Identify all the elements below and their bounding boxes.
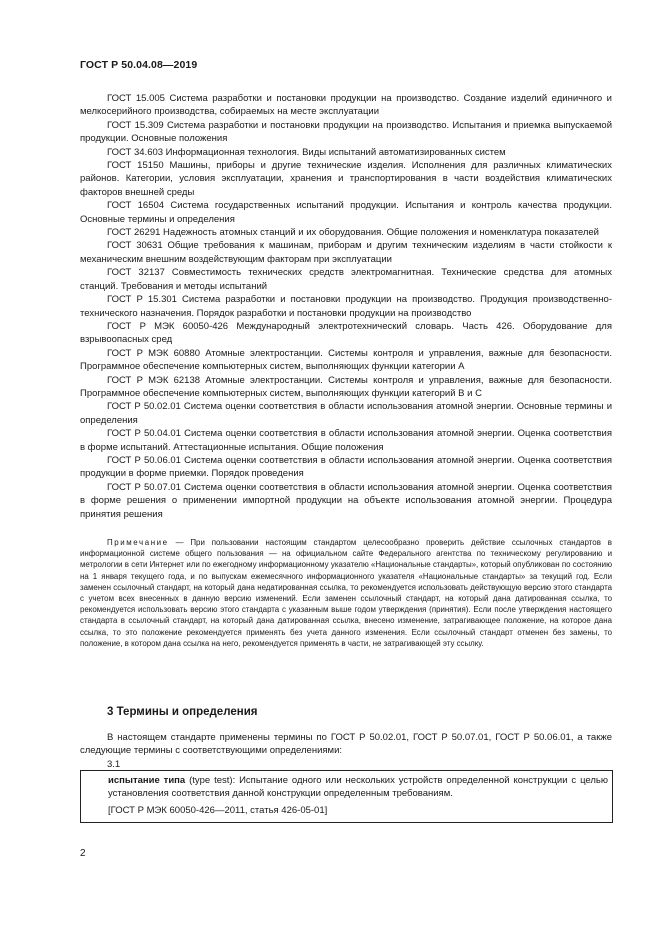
document-header: ГОСТ Р 50.04.08—2019 <box>80 59 198 71</box>
reference-item: ГОСТ 15.309 Система разработки и постановки продукции на производство. Испытания и приемка выпускаемой продукции. Основные положения <box>80 119 612 145</box>
reference-item: ГОСТ 32137 Совместимость технических средств электромагнитная. Технические средства для атомных станций. Требования и методы испытаний <box>80 267 612 292</box>
note-text: — При пользовании настоящим стандартом целесообразно проверить действие ссылочных стандартов в информационной системе общего пользования — на официальном сайте Федерального агентства по техническому регулированию и метрологии в сети Интернет или по ежегодному информационному указателю «Национальные стандарты», который опубликован по состоянию на 1 января текущего года, и по выпускам ежемесячного информационного указателя «Национальные стандарты» за текущий год. Если заменен ссылочный стандарт, на который дана недатированная ссылка, то рекомендуется использовать действующую версию этого стандарта с учетом всех внесенных в данную версию изменений. Если заменен ссылочный стандарт, на который дана датированная ссылка, то рекомендуется использовать версию этого стандарта с указанным выше годом утверждения (принятия). Если после утверждения настоящего стандарта в ссылочный стандарт, на который дана датированная ссылка, внесено изменение, затрагивающее положение, на которое дана ссылка, то это положение рекомендуется применять без учета данного изменения. Если ссылочный стандарт отменен без замены, то положение, в котором дана ссылка на него, рекомендуется применять в части, не затрагивающей эту ссылку. <box>80 538 612 648</box>
page-number: 2 <box>80 848 86 859</box>
term-definition <box>81 774 612 801</box>
note-label: Примечание <box>107 538 169 547</box>
reference-item: ГОСТ Р МЭК 60050-426 Международный электротехнический словарь. Часть 426. Оборудование для взрывоопасных сред <box>80 320 612 346</box>
section-heading: 3 Термины и определения <box>107 706 258 718</box>
reference-item: ГОСТ Р 50.02.01 Система оценки соответствия в области использования атомной энергии. Основные термины и определения <box>80 401 612 426</box>
term-source: [ГОСТ Р МЭК 60050-426—2011, статья 426-05-01] <box>108 805 328 816</box>
reference-item: ГОСТ 15.005 Система разработки и постановки продукции на производство. Создание изделий единичного и мелкосерийного производства, собираемых на месте эксплуатации <box>80 93 612 118</box>
reference-item: ГОСТ Р 50.07.01 Система оценки соответствия в области использования атомной энергии. Оценка соответствия в форме решения о применении импортной продукции на объекте использования атомной энергии. Процедура принятия решения <box>80 481 612 520</box>
normative-references <box>80 92 612 521</box>
reference-item: ГОСТ 26291 Надежность атомных станций и их оборудования. Общие положения и номенклатура показателей <box>107 227 599 239</box>
reference-item: ГОСТ 16504 Система государственных испытаний продукции. Испытания и контроль качества продукции. Основные термины и определения <box>80 200 612 225</box>
reference-item: ГОСТ Р МЭК 62138 Атомные электростанции. Системы контроля и управления, важные для безопасности. Программное обеспечение компьютерных систем, выполняющих функции категорий В и С <box>80 374 612 399</box>
term-definition-text: (type test): Испытание одного или нескольких устройств определенной конструкции с целью установления соответствия данной конструкции определенным требованиям. <box>108 775 608 800</box>
reference-item: ГОСТ 15150 Машины, приборы и другие технические изделия. Исполнения для различных климатических районов. Категории, условия эксплуатации, хранения и транспортирования в части воздействия климатических факторов внешней среды <box>80 160 612 198</box>
reference-item: ГОСТ Р 15.301 Система разработки и постановки продукции на производство. Продукция производственно-технического назначения. Порядок разработки и постановки продукции на производство <box>80 294 612 319</box>
reference-item: ГОСТ 30631 Общие требования к машинам, приборам и другим техническим изделиям в части стойкости к механическим внешним воздействующим факторам при эксплуатации <box>80 240 612 265</box>
box-bottom-rule <box>81 822 612 823</box>
reference-item: ГОСТ Р 50.06.01 Система оценки соответствия в области использования атомной энергии. Оценка соответствия продукции в форме приемки. Порядок проведения <box>80 454 612 480</box>
reference-item: ГОСТ 34.603 Информационная технология. Виды испытаний автоматизированных систем <box>107 146 506 158</box>
section-intro: В настоящем стандарте применены термины по ГОСТ Р 50.02.01, ГОСТ Р 50.07.01, ГОСТ Р 50.06.01, а также следующие термины с соответствующими определениями: <box>80 732 612 757</box>
reference-item: ГОСТ Р 50.04.01 Система оценки соответствия в области использования атомной энергии. Оценка соответствия в форме испытаний. Аттестационные испытания. Общие положения <box>80 428 612 453</box>
box-top-rule <box>81 770 612 771</box>
references-note <box>80 537 612 649</box>
reference-item: ГОСТ Р МЭК 60880 Атомные электростанции. Системы контроля и управления, важные для безопасности. Программное обеспечение компьютерных систем, выполняющих функции категории А <box>80 347 612 373</box>
term-name: испытание типа <box>108 775 186 786</box>
term-definition-box <box>80 770 613 823</box>
term-number: 3.1 <box>107 759 121 770</box>
